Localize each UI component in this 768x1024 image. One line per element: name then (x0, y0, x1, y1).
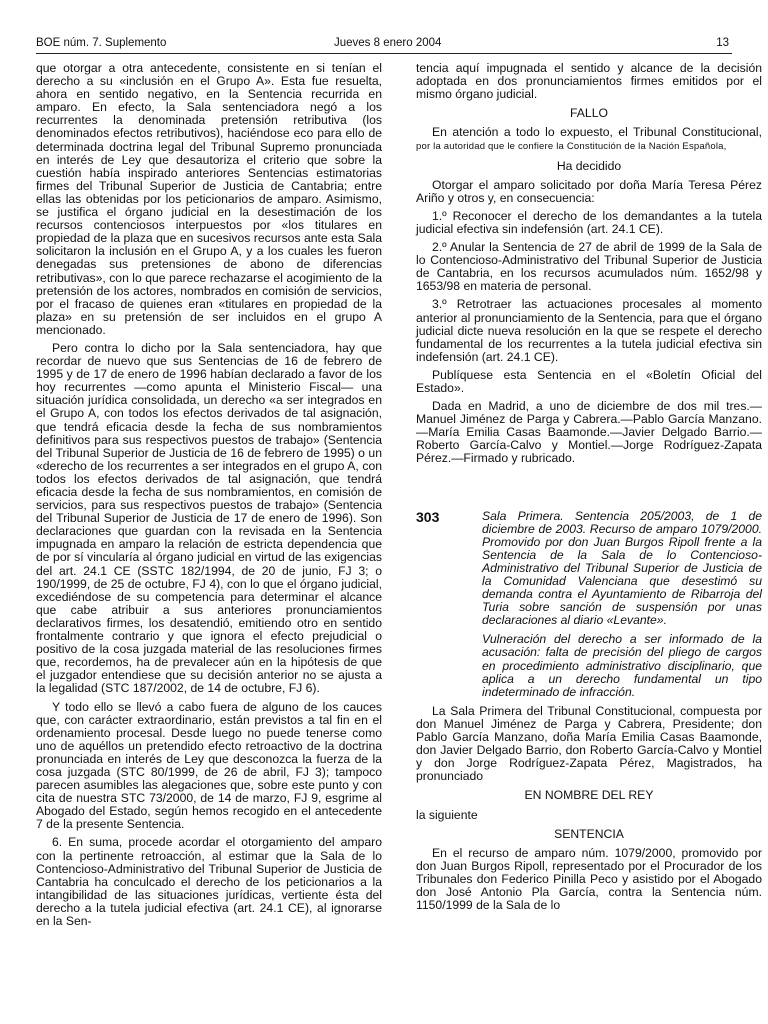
entry-summary-text: Sala Primera. Sentencia 205/2003, de 1 de diciembre de 2003. Recurso de amparo 1079/2000. Promovido por don Juan Burgos Ripoll frente a la Sentencia de la Sala de lo Contencioso-Administrativo del Tribunal Superior de Justicia de la Comunidad Valenciana que desestimó su demanda contra el Ayuntamiento de Ribarroja del Turia sobre sanción de suspensión por unas declaraciones al diario «Levante». (482, 508, 762, 628)
paragraph: La Sala Primera del Tribunal Constitucional, compuesta por don Manuel Jiménez de Parga y Cabrera, Presidente; don Pablo García Manzano, doña María Emilia Casas Baamonde, don Javier Delgado Barrio, don Roberto García-Calvo y Montiel y don Jorge Rodríguez-Zapata Pérez, Magistrados, ha pronunciado (416, 703, 762, 784)
fallo-item: 3.º Retrotraer las actuaciones procesales al momento anterior al pronunciamiento de la Sentencia, para que el órgano judicial dicte nueva resolución en la que se respete el derecho fundamental de los recurrentes a la tutela judicial efectiva sin indefensión (art. 24.1 CE). (416, 297, 762, 364)
fallo-smallcaps-text: por la autoridad que le confiere la Constitución de la Nación Española, (416, 141, 727, 153)
paragraph: 6. En suma, procede acordar el otorgamiento del amparo con la pertinente retroacción, al estimar que la Sala de lo Contencioso-Administrativo del Tribunal Superior de Justicia de Cantabria ha conculcado el derecho de los peticionarios a la intangibilidad de las situaciones jurídicas, vertiente ésta del derecho a la tutela judicial efectiva (art. 24.1 CE), al ignorarse en la Sen- (36, 835, 382, 928)
paragraph: que otorgar a otra antecedente, consistente en si tenían el derecho a su «inclusión en el Grupo A». Esta fue resuelta, ahora en sentido negativo, en la Sentencia recurrida en amparo. En efecto, la Sala sentenciadora negó a los recurrentes la denominada pretensión retributiva (los denominados efectos retributivos), haciéndose eco para ello de determinada doctrina legal del Tribunal Supremo pronunciada en interés de Ley que desautoriza el criterio que sobre la cuestión había inspirado anteriores Sentencias estimatorias firmes del Tribunal Superior de Justicia de Cantabria; entre ellas las obtenidas por los peticionarios de amparo. Asimismo, se justifica el órgano judicial en la desestimación de los recursos contenciosos interpuestos por «los titulares en propiedad de la plaza que en sucesivos recursos ante esta Sala solicitaron la inclusión en el Grupo A, y a los cuales les fueron denegadas sus pretensiones de abono de diferencias retributivas», con lo que parece rechazarse el acogimiento de la pretensión de los actores, nombrados en comisión de servicios, por el fracaso de quienes eran «titulares en propiedad de la plaza» en su pretensión de ser incluidos en el grupo A mencionado. (36, 61, 382, 337)
paragraph: En el recurso de amparo núm. 1079/2000, promovido por don Juan Burgos Ripoll, representado por el Procurador de los Tribunales don Federico Pinilla Peco y asistido por el Abogado don José Antonio Pla García, contra la Sentencia núm. 1150/1999 de la Sala de lo (416, 845, 762, 913)
sentencia-heading: SENTENCIA (554, 826, 624, 841)
fallo-heading: FALLO (570, 106, 608, 121)
right-column (416, 62, 762, 917)
publication-date: Jueves 8 enero 2004 (334, 37, 442, 49)
paragraph: Pero contra lo dicho por la Sala sentenciadora, hay que recordar de nuevo que sus Sentencias de 16 de febrero de 1995 y de 17 de enero de 1996 habían declarado a favor de los hoy recurrentes —como apunta el Ministerio Fiscal— una situación jurídica consolidada, un derecho «a ser integrados en el Grupo A, con todos los efectos derivados de tal asignación, que tendrá eficacia desde la fecha de sus nombramientos definitivos para sus respectivos puestos de trabajo» (Sentencia del Tribunal Superior de Justicia de 16 de febrero de 1995) o un «derecho de los recurrentes a ser integrados en el grupo A, con todos los efectos derivados de tal asignación, que tendrá eficacia desde la fecha de sus nombramientos, en comisión de servicios, para sus respectivos puestos de trabajo» (Sentencia del Tribunal Superior de Justicia de 17 de enero de 1996). Son declaraciones que guardan con la revisada en la Sentencia impugnada en amparo la relación de estricta dependencia que de por sí vincularía al órgano judicial en virtud de las exigencias del art. 24.1 CE (SSTC 182/1994, de 20 de junio, FJ 3; o 190/1999, de 25 de octubre, FJ 4), con lo que el órgano judicial, excediéndose de su competencia para determinar el alcance que cabe atribuir a sus anteriores pronunciamientos declarativos firmes, los desatendió, emitiendo otro en sentido frontalmente contrario y que ignora el efecto prejudicial o positivo de la cosa juzgada material de las resoluciones firmes que, recordemos, ha de prevalecer aún en la hipótesis de que el juzgador entendiese que su decisión anterior no se ajusta a la legalidad (STC 187/2002, de 14 de octubre, FJ 6). (36, 340, 382, 696)
fallo-item: 2.º Anular la Sentencia de 27 de abril de 1999 de la Sala de lo Contencioso-Administrativo del Tribunal Superior de Justicia de Cantabria, en los recursos acumulados núm. 1652/98 y 1653/98 en materia de personal. (416, 240, 762, 294)
paragraph: Publíquese esta Sentencia en el «Boletín Oficial del Estado». (416, 367, 762, 395)
page-header (36, 37, 732, 54)
left-column (36, 62, 382, 933)
signature-paragraph: Dada en Madrid, a uno de diciembre de dos mil tres.—Manuel Jiménez de Parga y Cabrera.—Pablo García Manzano.—María Emilia Casas Baamonde.—Javier Delgado Barrio.—Roberto García-Calvo y Montiel.—Jorge Rodríguez-Zapata Pérez.—Firmado y rubricado. (416, 399, 762, 466)
nombre-rey-heading: EN NOMBRE DEL REY (524, 788, 654, 803)
entry-summary (482, 510, 762, 699)
fallo-intro-text: En atención a todo lo expuesto, el Tribunal Constitucional, (432, 125, 762, 140)
page-number: 13 (716, 37, 729, 49)
ha-decidido-heading: Ha decidido (556, 158, 622, 173)
paragraph: la siguiente (416, 807, 478, 822)
paragraph: Y todo ello se llevó a cabo fuera de alguno de los cauces que, con carácter extraordinario, están previstos a tal fin en el ordenamiento procesal. Desde luego no puede tenerse como uno de aquéllos un pretendido efecto retroactivo de la doctrina pronunciada en interés de Ley que desconozca la fuerza de la cosa juzgada (STC 80/1999, de 26 de abril, FJ 3); tampoco parecen asumibles las alegaciones que, sobre este punto y con cita de nuestra STC 73/2000, de 14 de marzo, FJ 9, esgrime al Abogado del Estado, según hemos recogido en el antecedente 7 de la presente Sentencia. (36, 699, 382, 832)
paragraph: Otorgar el amparo solicitado por doña María Teresa Pérez Ariño y otros y, en consecuencia: (416, 177, 762, 205)
publication-name: BOE núm. 7. Suplemento (36, 37, 167, 49)
entry-summary-text-2: Vulneración del derecho a ser informado de la acusación: falta de precisión del pliego de cargos en procedimiento administrativo disciplinario, que aplica a un derecho fundamental un tipo indeterminado de infracción. (482, 632, 762, 699)
entry-number: 303 (416, 508, 440, 525)
fallo-intro (416, 126, 762, 153)
fallo-item: 1.º Reconocer el derecho de los demandantes a la tutela judicial efectiva sin indefensión (art. 24.1 CE). (416, 208, 762, 236)
entry-303 (416, 510, 762, 699)
paragraph: tencia aquí impugnada el sentido y alcance de la decisión adoptada en dos pronunciamientos firmes emitidos por el mismo órgano judicial. (416, 61, 762, 102)
